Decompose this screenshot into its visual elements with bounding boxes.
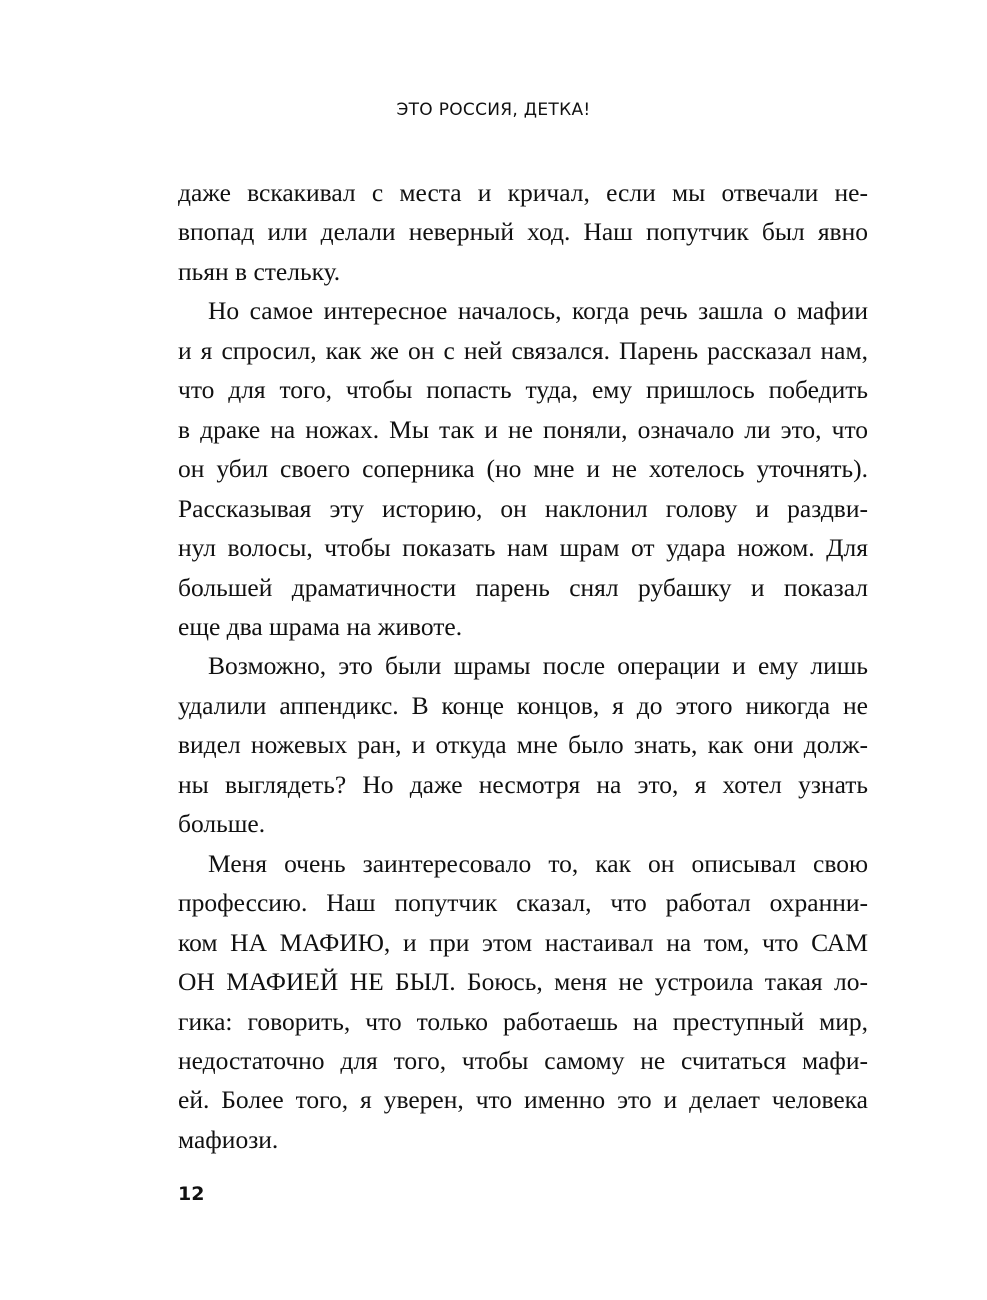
paragraph [178, 291, 868, 646]
paragraph [178, 173, 868, 291]
body-text [178, 173, 868, 1159]
text-line: удалили аппендикс. В конце концов, я до этого никогда не [178, 690, 868, 720]
text-line: большей драматичности парень снял рубашку и показал [178, 572, 868, 602]
text-line: пьян в стельку. [178, 256, 341, 286]
text-line: еще два шрама на животе. [178, 611, 463, 641]
text-line: впопад или делали неверный ход. Наш попутчик был явно [178, 217, 868, 247]
text-line: мафиози. [178, 1124, 279, 1154]
text-line: ны выглядеть? Но даже несмотря на это, я хотел узнать [178, 769, 868, 799]
text-line: недостаточно для того, чтобы самому не считаться мафи- [178, 1045, 868, 1075]
paragraph [178, 844, 868, 1160]
page-number: 12 [178, 1183, 205, 1205]
running-header: ЭТО РОССИЯ, ДЕТКА! [396, 100, 591, 120]
text-line: видел ножевых ран, и откуда мне было знать, как они долж- [178, 730, 868, 760]
text-line: гика: говорить, что только работаешь на преступный мир, [178, 1006, 868, 1036]
text-line: ей. Более того, я уверен, что именно это и делает человека [178, 1085, 868, 1115]
text-line: ОН МАФИЕЙ НЕ БЫЛ. Боюсь, меня не устроила такая ло- [178, 967, 868, 997]
text-line: и я спросил, как же он с ней связался. Парень рассказал нам, [178, 335, 868, 365]
text-line: профессию. Наш попутчик сказал, что работал охранни- [178, 888, 868, 918]
text-line: Но самое интересное началось, когда речь зашла о мафии [208, 296, 868, 326]
text-line: Возможно, это были шрамы после операции и ему лишь [208, 651, 868, 681]
paragraph [178, 646, 868, 843]
text-line: он убил своего соперника (но мне и не хотелось уточнять). [178, 454, 868, 484]
text-line: Меня очень заинтересовало то, как он описывал свою [208, 848, 868, 878]
text-line: что для того, чтобы попасть туда, ему пришлось победить [178, 375, 868, 405]
text-line: в драке на ножах. Мы так и не поняли, означало ли это, что [178, 414, 868, 444]
text-line: нул волосы, чтобы показать нам шрам от удара ножом. Для [178, 533, 868, 563]
text-line: ком НА МАФИЮ, и при этом настаивал на том, что САМ [178, 927, 868, 957]
text-line: больше. [178, 809, 266, 839]
text-line: Рассказывая эту историю, он наклонил голову и раздви- [178, 493, 868, 523]
text-line: даже вскакивал с места и кричал, если мы отвечали не- [178, 178, 868, 207]
